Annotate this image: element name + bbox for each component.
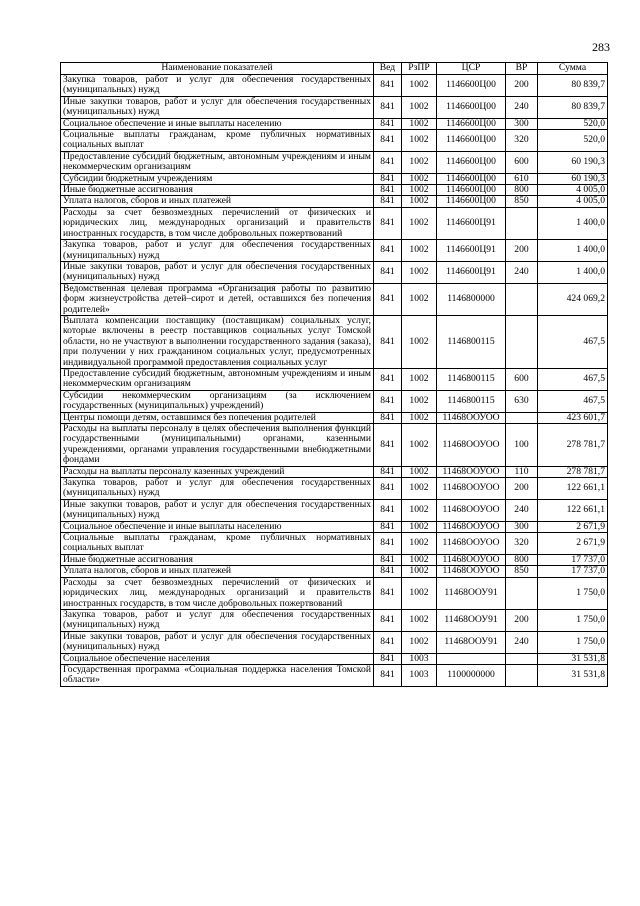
table-row [61, 261, 608, 283]
row-ved: 841 [374, 566, 402, 577]
row-csr: 11468ООУОО [437, 466, 506, 477]
row-rzpr: 1002 [402, 196, 437, 207]
row-ved: 841 [374, 478, 402, 500]
row-name: Субсидии бюджетным учреждениям [61, 173, 374, 184]
row-sum: 424 069,2 [538, 283, 608, 315]
row-sum: 4 005,0 [538, 196, 608, 207]
row-name: Уплата налогов, сборов и иных платежей [61, 566, 374, 577]
row-ved: 841 [374, 499, 402, 521]
table-row [61, 533, 608, 555]
row-ved: 841 [374, 240, 402, 262]
row-name: Расходы на выплаты персоналу казенных учреждений [61, 466, 374, 477]
row-rzpr: 1002 [402, 207, 437, 239]
row-rzpr: 1002 [402, 130, 437, 152]
table-row [61, 368, 608, 390]
row-rzpr: 1002 [402, 412, 437, 423]
table-row [61, 577, 608, 609]
row-vr: 200 [506, 478, 538, 500]
row-sum: 278 781,7 [538, 466, 608, 477]
row-rzpr: 1002 [402, 240, 437, 262]
table-row [61, 283, 608, 315]
row-sum: 467,5 [538, 368, 608, 390]
row-vr: 240 [506, 631, 538, 653]
row-csr: 11468ООУОО [437, 412, 506, 423]
table-row [61, 196, 608, 207]
row-sum: 122 661,1 [538, 478, 608, 500]
row-name: Иные бюджетные ассигнования [61, 185, 374, 196]
row-csr: 1146600Ц00 [437, 130, 506, 152]
row-sum: 80 839,7 [538, 75, 608, 97]
row-name: Иные закупки товаров, работ и услуг для обеспечения государственных (муниципальных) нужд [61, 96, 374, 118]
row-name: Расходы за счет безвозмездных перечислений от физических и юридических лиц, международных организаций и правительств иностранных государств, в том числе добровольных пожертвований [61, 577, 374, 609]
row-csr: 1146800115 [437, 315, 506, 368]
row-sum: 423 601,7 [538, 412, 608, 423]
row-ved: 841 [374, 554, 402, 565]
row-csr: 11468ООУОО [437, 554, 506, 565]
table-row [61, 609, 608, 631]
row-csr: 1146600Ц00 [437, 75, 506, 97]
row-csr: 1146600Ц00 [437, 196, 506, 207]
row-sum: 31 531,8 [538, 653, 608, 664]
row-vr: 600 [506, 368, 538, 390]
row-ved: 841 [374, 653, 402, 664]
row-vr: 110 [506, 466, 538, 477]
row-ved: 841 [374, 173, 402, 184]
row-ved: 841 [374, 118, 402, 129]
row-vr: 800 [506, 554, 538, 565]
row-csr: 11468ООУОО [437, 533, 506, 555]
row-rzpr: 1002 [402, 631, 437, 653]
row-csr: 1146600Ц91 [437, 261, 506, 283]
table-row [61, 173, 608, 184]
row-csr: 1146600Ц00 [437, 173, 506, 184]
table-row [61, 653, 608, 664]
row-rzpr: 1002 [402, 185, 437, 196]
row-rzpr: 1002 [402, 466, 437, 477]
row-rzpr: 1002 [402, 478, 437, 500]
row-rzpr: 1002 [402, 261, 437, 283]
row-vr: 600 [506, 151, 538, 173]
row-name: Ведомственная целевая программа «Организация работы по развитию форм жизнеустройства детей–сирот и детей, оставшихся без попечения родителей» [61, 283, 374, 315]
row-name: Социальное обеспечение и иные выплаты населению [61, 118, 374, 129]
row-rzpr: 1002 [402, 533, 437, 555]
row-rzpr: 1002 [402, 577, 437, 609]
row-name: Закупка товаров, работ и услуг для обеспечения государственных (муниципальных) нужд [61, 609, 374, 631]
table-row [61, 96, 608, 118]
row-rzpr: 1002 [402, 566, 437, 577]
row-name: Социальное обеспечение населения [61, 653, 374, 664]
row-vr: 630 [506, 390, 538, 412]
table-row [61, 424, 608, 467]
row-csr: 11468ООУОО [437, 478, 506, 500]
row-name: Иные закупки товаров, работ и услуг для обеспечения государственных (муниципальных) нужд [61, 631, 374, 653]
row-name: Закупка товаров, работ и услуг для обеспечения государственных (муниципальных) нужд [61, 75, 374, 97]
row-csr: 1146800115 [437, 390, 506, 412]
row-vr: 300 [506, 521, 538, 532]
row-rzpr: 1002 [402, 609, 437, 631]
row-sum: 1 400,0 [538, 207, 608, 239]
header-name: Наименование показателей [61, 63, 374, 75]
row-sum: 2 671,9 [538, 521, 608, 532]
row-vr: 100 [506, 424, 538, 467]
row-vr [506, 653, 538, 664]
table-row [61, 75, 608, 97]
row-name: Государственная программа «Социальная поддержка населения Томской области» [61, 664, 374, 686]
row-csr: 11468ООУ91 [437, 609, 506, 631]
header-rzpr: РзПР [402, 63, 437, 75]
row-sum: 31 531,8 [538, 664, 608, 686]
row-ved: 841 [374, 424, 402, 467]
row-sum: 2 671,9 [538, 533, 608, 555]
row-ved: 841 [374, 577, 402, 609]
row-csr: 1146600Ц91 [437, 240, 506, 262]
table-row [61, 466, 608, 477]
row-csr: 11468ООУ91 [437, 631, 506, 653]
row-ved: 841 [374, 664, 402, 686]
row-csr: 11468ООУОО [437, 424, 506, 467]
table-header-row [61, 63, 608, 75]
table-row [61, 207, 608, 239]
row-vr: 610 [506, 173, 538, 184]
row-vr: 200 [506, 75, 538, 97]
row-sum: 1 400,0 [538, 261, 608, 283]
row-rzpr: 1003 [402, 664, 437, 686]
table-row [61, 499, 608, 521]
row-csr: 1146800115 [437, 368, 506, 390]
row-rzpr: 1002 [402, 315, 437, 368]
row-vr: 200 [506, 240, 538, 262]
row-ved: 841 [374, 75, 402, 97]
row-csr: 1146600Ц00 [437, 185, 506, 196]
table-row [61, 185, 608, 196]
row-name: Расходы на выплаты персоналу в целях обеспечения выполнения функций государственными (муниципальными) органами, казенными учреждениями, органами управления государственными внебюджетными фондами [61, 424, 374, 467]
row-csr: 1146600Ц00 [437, 151, 506, 173]
row-ved: 841 [374, 207, 402, 239]
row-name: Субсидии некоммерческим организациям (за исключением государственных (муниципальных) учреждений) [61, 390, 374, 412]
row-vr [506, 315, 538, 368]
row-rzpr: 1002 [402, 96, 437, 118]
row-csr: 1100000000 [437, 664, 506, 686]
row-ved: 841 [374, 196, 402, 207]
row-sum: 520,0 [538, 118, 608, 129]
row-name: Центры помощи детям, оставшимся без попечения родителей [61, 412, 374, 423]
table-row [61, 390, 608, 412]
row-vr: 240 [506, 499, 538, 521]
row-ved: 841 [374, 368, 402, 390]
row-name: Предоставление субсидий бюджетным, автономным учреждениям и иным некоммерческим организациям [61, 151, 374, 173]
row-vr: 240 [506, 96, 538, 118]
row-rzpr: 1002 [402, 499, 437, 521]
table-row [61, 664, 608, 686]
row-ved: 841 [374, 521, 402, 532]
row-vr: 320 [506, 130, 538, 152]
page-number: 283 [592, 40, 610, 54]
row-vr: 800 [506, 185, 538, 196]
row-name: Иные бюджетные ассигнования [61, 554, 374, 565]
row-ved: 841 [374, 466, 402, 477]
table-row [61, 151, 608, 173]
row-vr [506, 577, 538, 609]
row-ved: 841 [374, 609, 402, 631]
table-row [61, 521, 608, 532]
row-csr: 1146600Ц00 [437, 96, 506, 118]
row-name: Выплата компенсации поставщику (поставщикам) социальных услуг, которые включены в реестр поставщиков социальных услуг Томской области, но не участвуют в выполнении государственного задания (заказа), при получении у них гражданином социальных услуг, предусмотренных индивидуальной программой предоставления социальных услуг [61, 315, 374, 368]
row-rzpr: 1002 [402, 75, 437, 97]
row-csr: 1146600Ц91 [437, 207, 506, 239]
row-ved: 841 [374, 130, 402, 152]
row-sum: 1 750,0 [538, 609, 608, 631]
row-csr: 11468ООУ91 [437, 577, 506, 609]
row-csr [437, 653, 506, 664]
table-row [61, 118, 608, 129]
row-name: Закупка товаров, работ и услуг для обеспечения государственных (муниципальных) нужд [61, 240, 374, 262]
row-name: Предоставление субсидий бюджетным, автономным учреждениям и иным некоммерческим организациям [61, 368, 374, 390]
row-csr: 11468ООУОО [437, 566, 506, 577]
row-sum: 4 005,0 [538, 185, 608, 196]
row-rzpr: 1002 [402, 390, 437, 412]
row-name: Уплата налогов, сборов и иных платежей [61, 196, 374, 207]
row-sum: 1 750,0 [538, 577, 608, 609]
table-body [61, 75, 608, 687]
row-name: Иные закупки товаров, работ и услуг для обеспечения государственных (муниципальных) нужд [61, 261, 374, 283]
header-ved: Вед [374, 63, 402, 75]
table-row [61, 130, 608, 152]
row-name: Расходы за счет безвозмездных перечислений от физических и юридических лиц, международных организаций и правительств иностранных государств, в том числе добровольных пожертвований [61, 207, 374, 239]
row-name: Социальные выплаты гражданам, кроме публичных нормативных социальных выплат [61, 130, 374, 152]
row-ved: 841 [374, 283, 402, 315]
row-sum: 17 737,0 [538, 566, 608, 577]
table-row [61, 412, 608, 423]
header-vr: ВР [506, 63, 538, 75]
table-row [61, 631, 608, 653]
row-rzpr: 1002 [402, 521, 437, 532]
table-row [61, 566, 608, 577]
row-sum: 80 839,7 [538, 96, 608, 118]
budget-table [60, 62, 608, 687]
row-rzpr: 1002 [402, 283, 437, 315]
row-rzpr: 1002 [402, 118, 437, 129]
row-ved: 841 [374, 533, 402, 555]
row-vr: 850 [506, 196, 538, 207]
row-vr [506, 207, 538, 239]
row-csr: 1146600Ц00 [437, 118, 506, 129]
row-name: Социальное обеспечение и иные выплаты населению [61, 521, 374, 532]
table-row [61, 240, 608, 262]
row-ved: 841 [374, 631, 402, 653]
header-csr: ЦСР [437, 63, 506, 75]
row-vr: 300 [506, 118, 538, 129]
row-csr: 11468ООУОО [437, 521, 506, 532]
header-sum: Сумма [538, 63, 608, 75]
row-vr: 320 [506, 533, 538, 555]
table-row [61, 478, 608, 500]
row-sum: 17 737,0 [538, 554, 608, 565]
row-ved: 841 [374, 151, 402, 173]
row-vr [506, 664, 538, 686]
row-rzpr: 1002 [402, 151, 437, 173]
row-sum: 60 190,3 [538, 173, 608, 184]
row-vr: 240 [506, 261, 538, 283]
row-ved: 841 [374, 315, 402, 368]
row-sum: 467,5 [538, 390, 608, 412]
row-sum: 60 190,3 [538, 151, 608, 173]
row-csr: 1146800000 [437, 283, 506, 315]
row-csr: 11468ООУОО [437, 499, 506, 521]
row-ved: 841 [374, 261, 402, 283]
row-vr [506, 412, 538, 423]
row-vr: 200 [506, 609, 538, 631]
row-ved: 841 [374, 185, 402, 196]
row-name: Иные закупки товаров, работ и услуг для обеспечения государственных (муниципальных) нужд [61, 499, 374, 521]
row-name: Закупка товаров, работ и услуг для обеспечения государственных (муниципальных) нужд [61, 478, 374, 500]
row-rzpr: 1003 [402, 653, 437, 664]
row-ved: 841 [374, 412, 402, 423]
row-rzpr: 1002 [402, 173, 437, 184]
table-row [61, 315, 608, 368]
row-sum: 467,5 [538, 315, 608, 368]
row-sum: 122 661,1 [538, 499, 608, 521]
row-rzpr: 1002 [402, 554, 437, 565]
row-ved: 841 [374, 96, 402, 118]
row-sum: 278 781,7 [538, 424, 608, 467]
row-rzpr: 1002 [402, 368, 437, 390]
row-ved: 841 [374, 390, 402, 412]
row-vr: 850 [506, 566, 538, 577]
row-name: Социальные выплаты гражданам, кроме публичных нормативных социальных выплат [61, 533, 374, 555]
table-row [61, 554, 608, 565]
row-sum: 520,0 [538, 130, 608, 152]
row-rzpr: 1002 [402, 424, 437, 467]
row-sum: 1 400,0 [538, 240, 608, 262]
row-vr [506, 283, 538, 315]
row-sum: 1 750,0 [538, 631, 608, 653]
